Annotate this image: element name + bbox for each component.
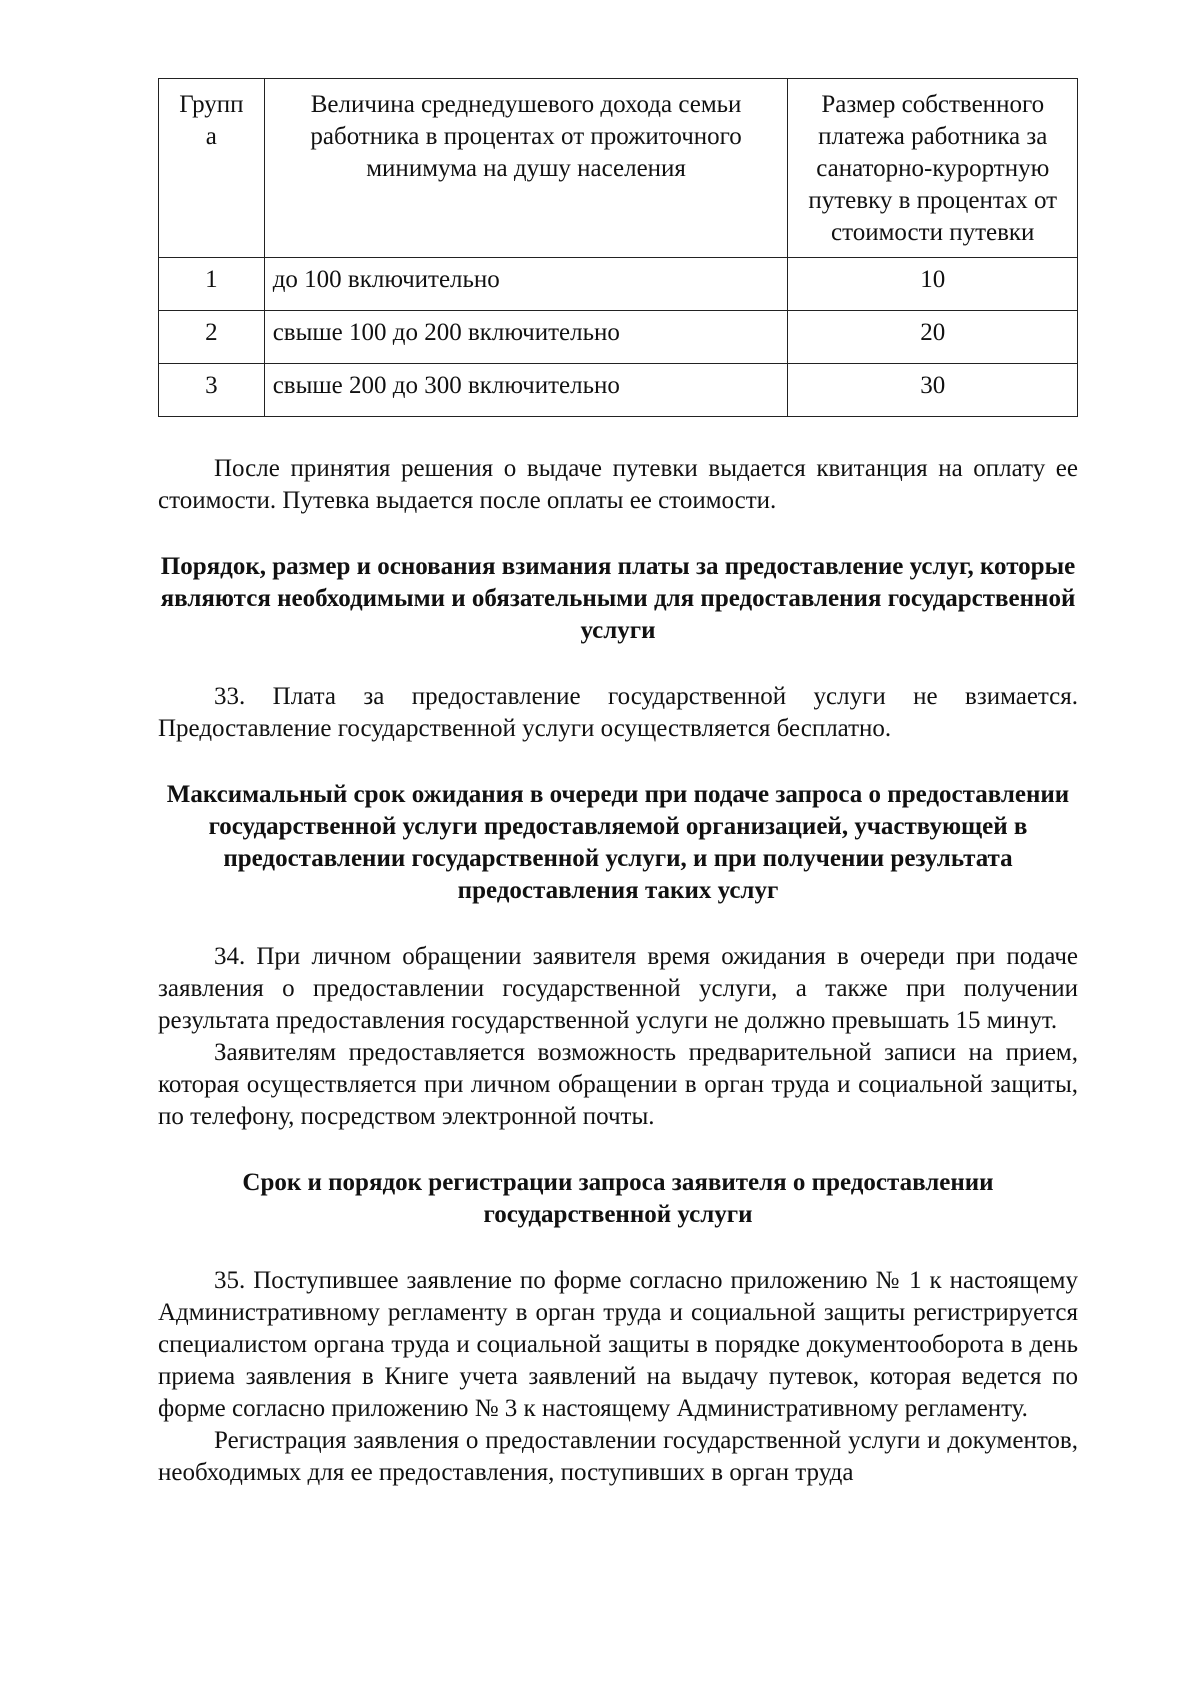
cell-income: свыше 200 до 300 включительно [264, 364, 788, 417]
paragraph-34-continued: Заявителям предоставляется возможность предварительной записи на прием, которая осуществляется при личном обращении в орган труда и социальной защиты, по телефону, посредством электронной почты. [158, 1039, 1078, 1130]
cell-group: 2 [159, 311, 265, 364]
table-header-row [159, 79, 1078, 258]
document-page [158, 78, 1078, 1489]
header-payment: Размер собственного платежа работника за санаторно-курортную путевку в процентах от стоимости путевки [788, 79, 1078, 258]
section-heading-wait: Максимальный срок ожидания в очереди при подаче запроса о предоставлении государственной услуги предоставляемой организацией, участвующей в предоставлении государственной услуги, и при получении результата предоставления таких услуг [166, 781, 1070, 904]
table-row [159, 311, 1078, 364]
table-row [159, 364, 1078, 417]
table-row [159, 258, 1078, 311]
payment-table [158, 78, 1078, 417]
header-income: Величина среднедушевого дохода семьи работника в процентах от прожиточного минимума на душу населения [264, 79, 788, 258]
section-heading-fee: Порядок, размер и основания взимания платы за предоставление услуг, которые являются необходимыми и обязательными для предоставления государственной услуги [160, 553, 1076, 644]
cell-payment: 30 [788, 364, 1078, 417]
section-heading-registration: Срок и порядок регистрации запроса заявителя о предоставлении государственной услуги [242, 1169, 994, 1228]
header-group: Групп а [159, 79, 265, 258]
cell-income: свыше 100 до 200 включительно [264, 311, 788, 364]
paragraph-34: 34. При личном обращении заявителя время ожидания в очереди при подаче заявления о предоставлении государственной услуги, а также при получении результата предоставления государственной услуги не должно превышать 15 минут. [158, 943, 1078, 1034]
cell-group: 3 [159, 364, 265, 417]
paragraph-35: 35. Поступившее заявление по форме согласно приложению № 1 к настоящему Административному регламенту в орган труда и социальной защиты регистрируется специалистом органа труда и социальной защиты в порядке документооборота в день приема заявления в Книге учета заявлений на выдачу путевок, которая ведется по форме согласно приложению № 3 к настоящему Административному регламенту. [158, 1267, 1078, 1422]
cell-group: 1 [159, 258, 265, 311]
cell-income: до 100 включительно [264, 258, 788, 311]
paragraph-after-table: После принятия решения о выдаче путевки выдается квитанция на оплату ее стоимости. Путевка выдается после оплаты ее стоимости. [158, 455, 1078, 514]
cell-payment: 20 [788, 311, 1078, 364]
cell-payment: 10 [788, 258, 1078, 311]
paragraph-33: 33. Плата за предоставление государственной услуги не взимается. Предоставление государственной услуги осуществляется бесплатно. [158, 683, 1078, 742]
paragraph-35-continued: Регистрация заявления о предоставлении государственной услуги и документов, необходимых для ее предоставления, поступивших в орган труда [158, 1427, 1078, 1486]
